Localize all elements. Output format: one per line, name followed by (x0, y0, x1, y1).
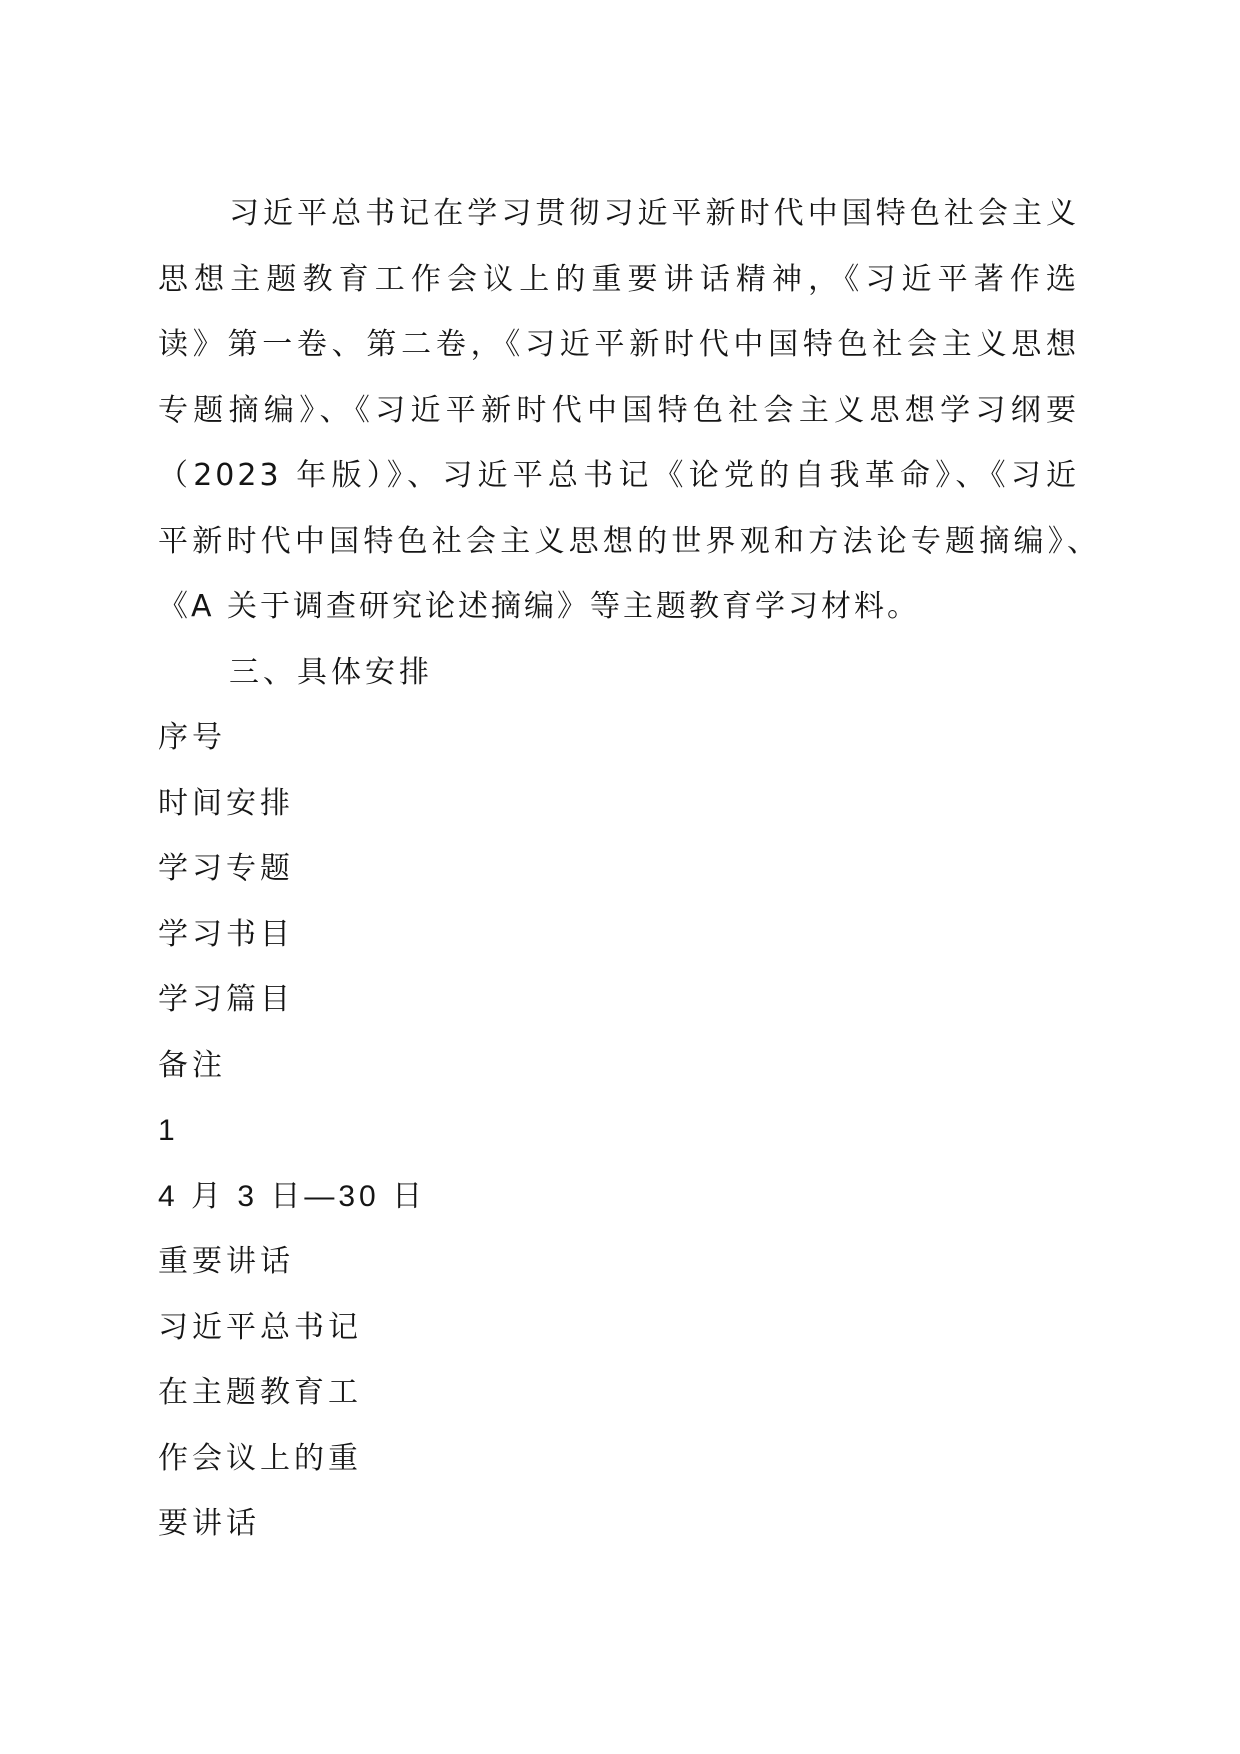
table-cell-book-line: 要讲话 (158, 1506, 260, 1541)
paragraph-line: 平新时代中国特色社会主义思想的世界观和方法论专题摘编》、 (158, 523, 1100, 559)
paragraph-line: （2023 年版）》、习近平总书记《论党的自我革命》、《习近 (158, 458, 1079, 493)
table-header-topic: 学习专题 (158, 851, 294, 886)
table-header-books: 学习书目 (158, 916, 294, 952)
table-cell-serial: 1 (158, 1114, 179, 1147)
paragraph-line: 专题摘编》、《习近平新时代中国特色社会主义思想学习纲要 (158, 392, 1079, 428)
table-cell-book-line: 习近平总书记 (158, 1309, 362, 1345)
table-cell-topic: 重要讲话 (158, 1244, 294, 1279)
paragraph-line: 《A 关于调查研究论述摘编》等主题教育学习材料。 (158, 589, 921, 624)
paragraph-line: 思想主题教育工作会议上的重要讲话精神，《习近平著作选 (158, 261, 1079, 297)
table-header-serial: 序号 (158, 720, 226, 755)
intro-paragraph (158, 181, 1100, 640)
table-cell-book-line: 作会议上的重 (158, 1440, 362, 1476)
paragraph-line: 读》第一卷、第二卷，《习近平新时代中国特色社会主义思想 (158, 327, 1079, 362)
table-header-time: 时间安排 (158, 785, 294, 821)
schedule-table-cells (158, 705, 1100, 1557)
document-body (158, 181, 1100, 1557)
paragraph-line: 习近平总书记在学习贯彻习近平新时代中国特色社会主义 (229, 196, 1079, 231)
table-header-notes: 备注 (158, 1047, 226, 1083)
table-cell-time: 4 月 3 日—30 日 (158, 1179, 427, 1213)
table-cell-book-line: 在主题教育工 (158, 1375, 362, 1410)
section-heading: 三、具体安排 (229, 654, 433, 690)
table-header-articles: 学习篇目 (158, 982, 294, 1017)
